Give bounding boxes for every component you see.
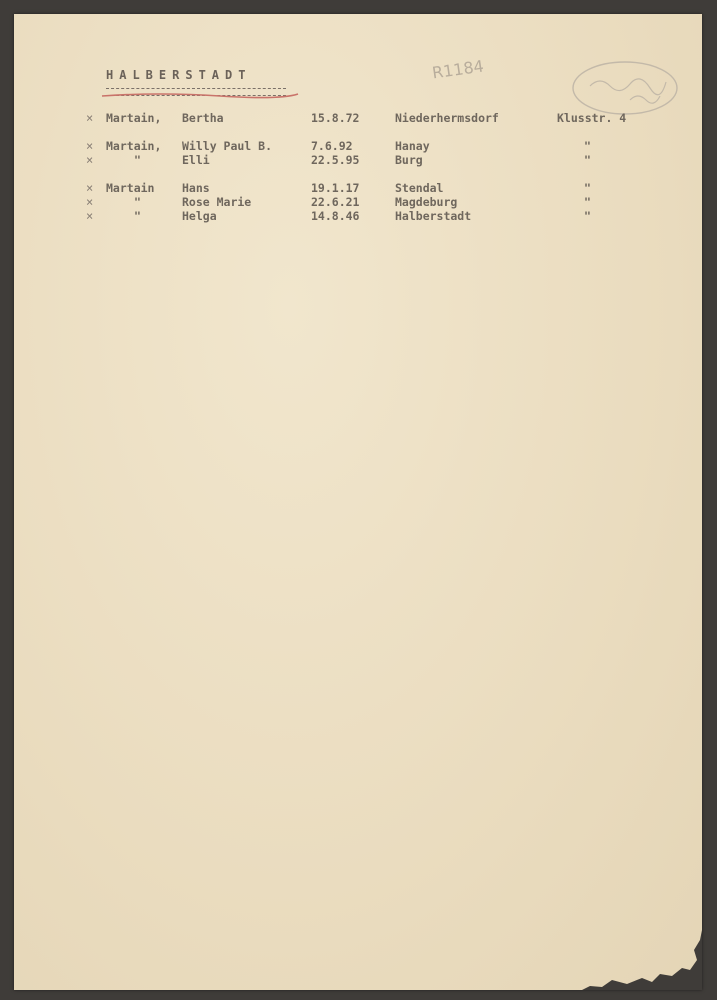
birth-place: Magdeburg (395, 195, 458, 209)
birth-place: Stendal (395, 181, 444, 195)
given-name: Hans (182, 181, 210, 195)
given-name: Rose Marie (182, 195, 252, 209)
address: " (584, 209, 591, 223)
check-mark: × (86, 139, 94, 153)
address: Klusstr. 4 (557, 111, 627, 125)
address: " (584, 139, 591, 153)
birth-place: Niederhermsdorf (395, 111, 499, 125)
address: " (584, 153, 591, 167)
check-mark: × (86, 181, 94, 195)
given-name: Bertha (182, 111, 224, 125)
birth-date: 7.6.92 (311, 139, 353, 153)
surname: Martain, (106, 139, 162, 153)
surname: Martain, (106, 111, 162, 125)
table-row (0, 209, 717, 223)
birth-date: 22.6.21 (311, 195, 360, 209)
red-pencil-underline (100, 90, 300, 100)
birth-date: 14.8.46 (311, 209, 360, 223)
torn-corner (582, 930, 702, 990)
surname: " (134, 209, 141, 223)
check-mark: × (86, 153, 94, 167)
table-row (0, 195, 717, 209)
table-row (0, 139, 717, 153)
table-row (0, 181, 717, 195)
table-row (0, 153, 717, 167)
birth-date: 19.1.17 (311, 181, 360, 195)
birth-date: 22.5.95 (311, 153, 360, 167)
archive-reference: R1184 (430, 56, 485, 83)
check-mark: × (86, 195, 94, 209)
surname: " (134, 195, 141, 209)
birth-place: Burg (395, 153, 423, 167)
pencil-annotation-circle (570, 58, 680, 118)
table-row (0, 111, 717, 125)
birth-place: Hanay (395, 139, 430, 153)
check-mark: × (86, 111, 94, 125)
given-name: Elli (182, 153, 210, 167)
given-name: Helga (182, 209, 217, 223)
surname: Martain (106, 181, 155, 195)
check-mark: × (86, 209, 94, 223)
document-title: HALBERSTADT (106, 68, 252, 82)
birth-date: 15.8.72 (311, 111, 360, 125)
address: " (584, 195, 591, 209)
birth-place: Halberstadt (395, 209, 472, 223)
given-name: Willy Paul B. (182, 139, 273, 153)
surname: " (134, 153, 141, 167)
address: " (584, 181, 591, 195)
